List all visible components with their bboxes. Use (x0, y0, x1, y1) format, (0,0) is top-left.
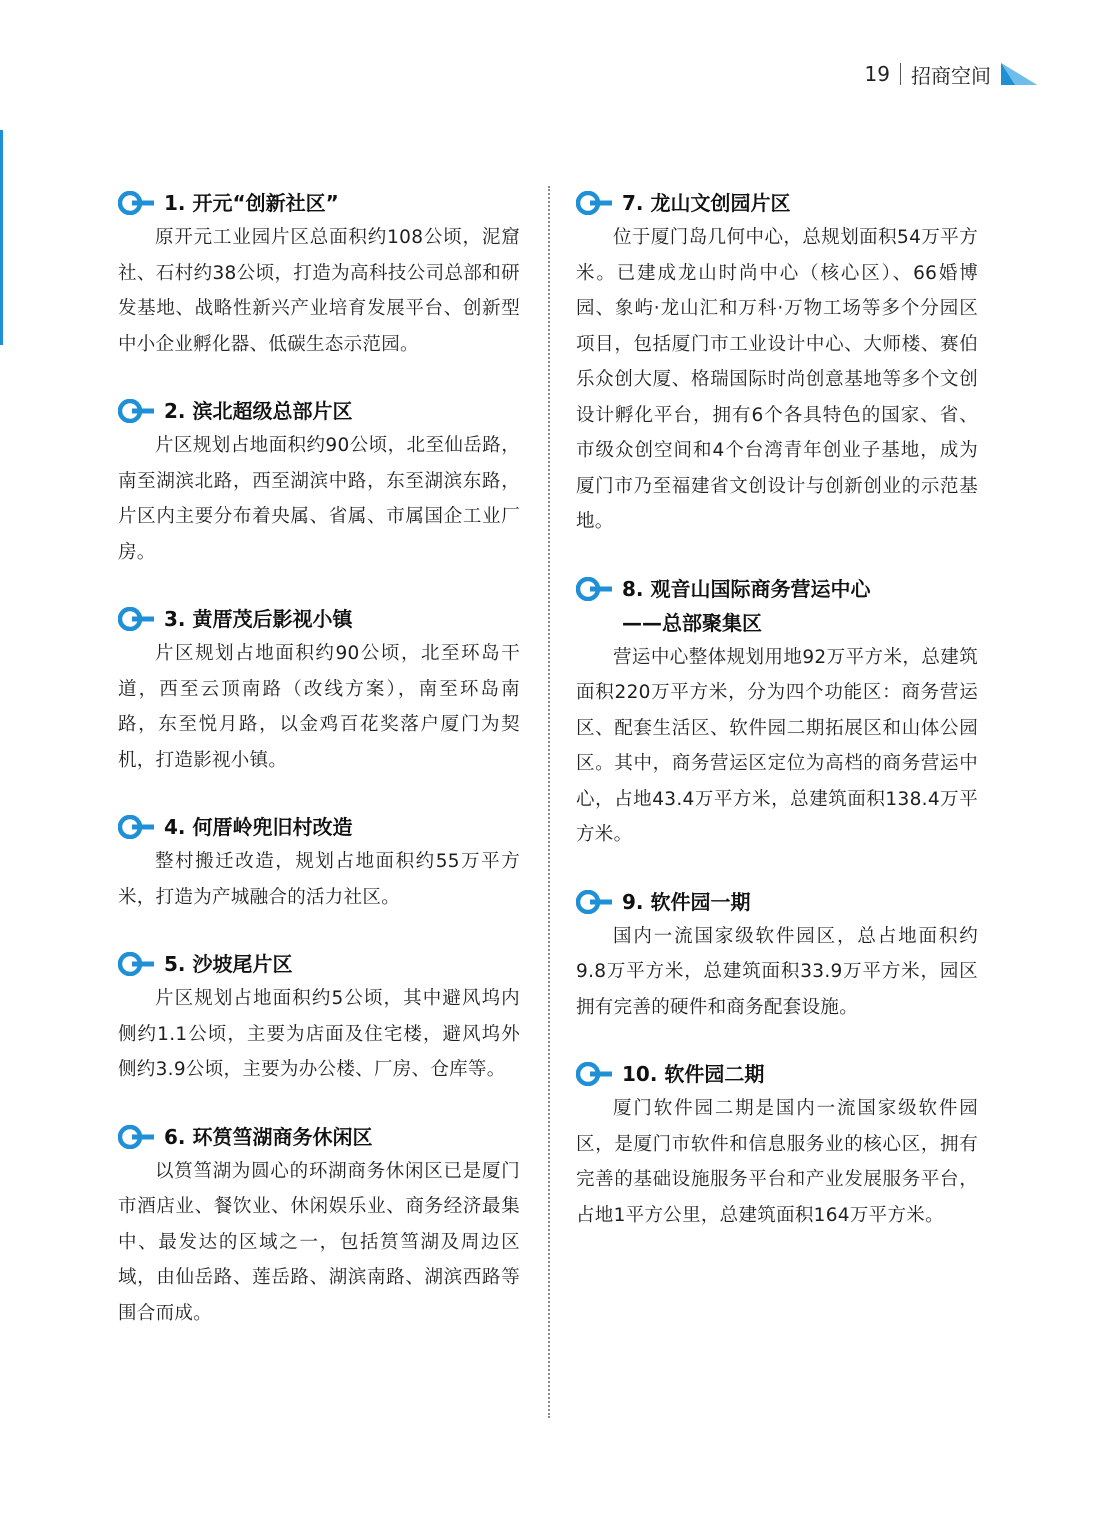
section-body: 片区规划占地面积约5公顷，其中避风坞内侧约1.1公顷，主要为店面及住宅楼，避风坞外侧约3.9公顷，主要为办公楼、厂房、仓库等。 (118, 988, 520, 1080)
section-heading: 1. 开元“创新社区” (164, 191, 339, 215)
section-heading: 3. 黄厝茂后影视小镇 (164, 607, 353, 631)
section-heading: 7. 龙山文创园片区 (622, 191, 791, 215)
section-body: 片区规划占地面积约90公顷，北至环岛干道，西至云顶南路（改线方案），南至环岛南路，东至悦月路，以金鸡百花奖落户厦门为契机，打造影视小镇。 (118, 643, 520, 771)
section-3 (118, 602, 520, 778)
right-column (576, 186, 978, 1265)
g-arrow-bullet-icon (576, 191, 614, 215)
blue-triangle-icon (1001, 63, 1037, 85)
page-number: 19 (864, 62, 890, 86)
section-subtitle: ——总部聚集区 (622, 610, 762, 635)
section-9 (576, 885, 978, 1026)
section-2 (118, 394, 520, 570)
section-body: 营运中心整体规划用地92万平方米，总建筑面积220万平方米，分为四个功能区：商务营运区、配套生活区、软件园二期拓展区和山体公园区。其中，商务营运区定位为高档的商务营运中心，占地43.4万平方米，总建筑面积138.4万平方米。 (576, 646, 978, 845)
g-arrow-bullet-icon (118, 399, 156, 423)
section-heading: 6. 环筼筜湖商务休闲区 (164, 1124, 373, 1149)
g-arrow-bullet-icon (118, 607, 156, 631)
section-heading: 5. 沙坡尾片区 (164, 952, 293, 976)
section-body: 原开元工业园片区总面积约108公顷，泥窟社、石村约38公顷，打造为高科技公司总部和研发基地、战略性新兴产业培育发展平台、创新型中小企业孵化器、低碳生态示范园。 (118, 227, 520, 355)
section-body: 位于厦门岛几何中心，总规划面积54万平方米。已建成龙山时尚中心（核心区）、66婚博园、象屿·龙山汇和万科·万物工场等多个分园区项目，包括厦门市工业设计中心、大师楼、赛伯乐众创大厦、格瑞国际时尚创意基地等多个文创设计孵化平台，拥有6个各具特色的国家、省、市级众创空间和4个台湾青年创业子基地，成为厦门市乃至福建省文创设计与创新创业的示范基地。 (576, 227, 978, 532)
section-body: 厦门软件园二期是国内一流国家级软件园区，是厦门市软件和信息服务业的核心区，拥有完善的基础设施服务平台和产业发展服务平台，占地1平方公里，总建筑面积164万平方米。 (576, 1098, 978, 1226)
section-heading: 2. 滨北超级总部片区 (164, 399, 353, 423)
g-arrow-bullet-icon (118, 952, 156, 976)
section-body: 以筼筜湖为圆心的环湖商务休闲区已是厦门市酒店业、餐饮业、休闲娱乐业、商务经济最集中、最发达的区域之一，包括筼筜湖及周边区域，由仙岳路、莲岳路、湖滨南路、湖滨西路等围合而成。 (118, 1160, 520, 1324)
section-6 (118, 1120, 520, 1332)
header-divider (900, 63, 901, 85)
g-arrow-bullet-icon (118, 815, 156, 839)
section-heading: 9. 软件园一期 (622, 889, 751, 914)
g-arrow-bullet-icon (576, 890, 614, 914)
section-1 (118, 186, 520, 362)
section-body: 片区规划占地面积约90公顷，北至仙岳路，南至湖滨北路，西至湖滨中路，东至湖滨东路，片区内主要分布着央属、省属、市属国企工业厂房。 (118, 435, 520, 563)
section-heading: 8. 观音山国际商务营运中心 (622, 576, 871, 601)
section-8 (576, 572, 978, 853)
section-body: 国内一流国家级软件园区，总占地面积约9.8万平方米，总建筑面积33.9万平方米，园区拥有完善的硬件和商务配套设施。 (576, 925, 978, 1018)
section-heading: 4. 何厝岭兜旧村改造 (164, 815, 353, 839)
g-arrow-bullet-icon (576, 577, 614, 601)
g-arrow-bullet-icon (576, 1062, 614, 1086)
section-7 (576, 186, 978, 540)
column-divider (548, 186, 550, 1418)
section-heading: 10. 软件园二期 (622, 1062, 765, 1086)
section-body: 整村搬迁改造，规划占地面积约55万平方米，打造为产城融合的活力社区。 (118, 851, 520, 908)
g-arrow-bullet-icon (118, 191, 156, 215)
page-header (865, 58, 1037, 90)
g-arrow-bullet-icon (118, 1125, 156, 1149)
section-4 (118, 810, 520, 915)
left-margin-bar (0, 130, 3, 345)
section-5 (118, 947, 520, 1088)
section-title: 招商空间 (911, 63, 991, 88)
section-10 (576, 1057, 978, 1233)
left-column (118, 186, 520, 1363)
